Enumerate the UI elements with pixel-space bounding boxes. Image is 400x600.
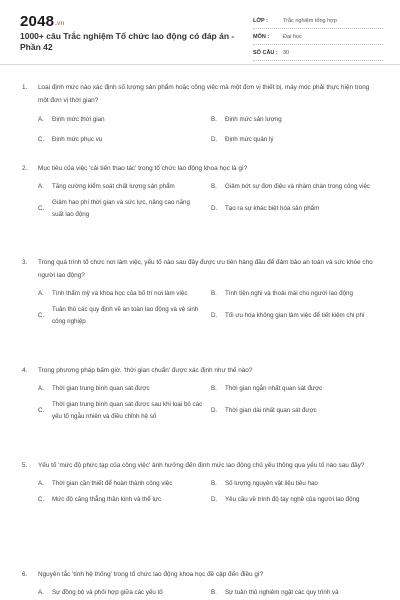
option-letter: B. [211, 183, 217, 190]
question-text: Nguyên tắc 'tính hệ thống' trong tổ chức lao động khoa học đề cập đến điều gì? [38, 571, 264, 578]
question-6 [22, 568, 378, 599]
question-row [22, 81, 378, 107]
option-letter: D. [211, 407, 218, 414]
question-number: 1. [22, 84, 28, 91]
option-c[interactable] [38, 304, 211, 328]
option-a[interactable] [38, 383, 211, 395]
option-c[interactable] [38, 197, 211, 221]
option-a[interactable] [38, 114, 211, 126]
option-letter: A. [38, 480, 44, 487]
option-a[interactable] [38, 288, 211, 300]
question-number: 3. [22, 259, 28, 266]
option-text: Thời gian ngắn nhất quan sát được [225, 385, 323, 392]
option-text: Sự đồng bộ và phối hợp giữa các yếu tố [52, 589, 163, 596]
options-grid [38, 587, 378, 599]
question-3 [22, 256, 378, 328]
option-letter: D. [211, 496, 218, 503]
meta-value: 30 [283, 49, 290, 56]
question-4 [22, 364, 378, 423]
option-b[interactable] [211, 587, 384, 599]
question-row [22, 459, 378, 472]
option-letter: C. [38, 312, 45, 319]
option-text: Sự tuân thủ nghiêm ngặt các quy trình và [225, 589, 339, 596]
logo-text[interactable]: 2048 [20, 13, 55, 30]
option-c[interactable] [38, 494, 211, 506]
option-letter: C. [38, 136, 45, 143]
option-letter: B. [211, 589, 217, 596]
question-text: Yếu tố 'mức độ phức tạp của công việc' ảnh hưởng đến định mức lao động chủ yếu thông qua yếu tố nào sau đây? [38, 462, 365, 469]
document-header [0, 0, 400, 65]
option-text: Định mức phục vụ [52, 136, 103, 143]
meta-value: Đại học [283, 33, 302, 40]
question-text: Loại định mức nào xác định số lượng sản phẩm hoặc công việc mà một đơn vị thiết bị, máy móc phải thực hiện trong một đơn vị thời gian? [38, 84, 370, 104]
options-grid [38, 181, 378, 221]
option-a[interactable] [38, 478, 211, 490]
option-letter: A. [38, 116, 44, 123]
question-text: Trong phương pháp bấm giờ, 'thời gian chuẩn' được xác định như thế nào? [38, 367, 253, 374]
question-number: 5. [22, 462, 28, 469]
option-text: Số lượng nguyên vật liệu tiêu hao [225, 480, 318, 487]
option-a[interactable] [38, 181, 211, 193]
meta-row-question-count [253, 45, 383, 61]
option-text: Tạo ra sự khác biệt hóa sản phẩm [225, 205, 320, 212]
option-letter: A. [38, 385, 44, 392]
site-logo[interactable] [20, 13, 64, 30]
options-grid [38, 288, 378, 328]
option-d[interactable] [211, 134, 384, 146]
option-text: Mức độ căng thẳng thần kinh và thể lực [52, 496, 162, 503]
option-text: Định mức quản lý [225, 136, 274, 143]
option-b[interactable] [211, 114, 384, 126]
option-text: Tính thẩm mỹ và khoa học của bố trí nơi làm việc [52, 290, 188, 297]
options-grid [38, 383, 378, 423]
option-d[interactable] [211, 399, 384, 423]
question-row [22, 364, 378, 377]
option-letter: B. [211, 480, 217, 487]
option-text: Tính tiện nghi và thoải mái cho người lao động [225, 290, 353, 297]
page-title: 1000+ câu Trắc nghiệm Tổ chức lao động có đáp án - Phần 42 [20, 31, 235, 52]
question-text: Trong quá trình tổ chức nơi làm việc, yếu tố nào sau đây được ưu tiên hàng đầu để đảm bảo an toàn và sức khỏe cho người lao động? [38, 259, 373, 279]
option-b[interactable] [211, 181, 384, 193]
meta-value: Trắc nghiệm tổng hợp [283, 17, 337, 24]
option-letter: C. [38, 407, 45, 414]
options-grid [38, 114, 378, 146]
option-b[interactable] [211, 383, 384, 395]
option-letter: C. [38, 496, 45, 503]
question-2 [22, 162, 378, 221]
option-d[interactable] [211, 197, 384, 221]
option-b[interactable] [211, 288, 384, 300]
question-text: Mục tiêu của việc 'cải tiến thao tác' trong tổ chức lao động khoa học là gì? [38, 165, 248, 172]
meta-row-class [253, 13, 383, 29]
question-number: 4. [22, 367, 28, 374]
option-text: Định mức thời gian [52, 116, 105, 123]
option-letter: A. [38, 290, 44, 297]
options-grid [38, 478, 378, 506]
option-text: Yêu cầu về trình độ tay nghề của người lao động [225, 496, 360, 503]
option-letter: D. [211, 136, 218, 143]
option-text: Định mức sản lượng [225, 116, 282, 123]
question-1 [22, 81, 378, 146]
option-b[interactable] [211, 478, 384, 490]
option-text: Giảm bớt sự đơn điệu và nhàm chán trong công việc [225, 183, 371, 190]
question-number: 2. [22, 165, 28, 172]
option-text: Giảm hao phí thời gian và sức lực, nâng cao năng suất lao động [52, 199, 190, 218]
option-c[interactable] [38, 134, 211, 146]
option-letter: D. [211, 205, 218, 212]
option-letter: B. [211, 385, 217, 392]
logo-suffix: .vn [55, 21, 65, 27]
document-meta [253, 13, 383, 61]
option-letter: C. [38, 205, 45, 212]
question-5 [22, 459, 378, 506]
option-letter: B. [211, 116, 217, 123]
meta-label: SỐ CÂU : [253, 49, 278, 56]
option-c[interactable] [38, 399, 211, 423]
option-text: Thời gian dài nhất quan sát được [225, 407, 317, 414]
option-text: Thời gian trung bình quan sát được sau khi loại bỏ các yếu tố ngẫu nhiên và điều chỉnh hệ số [52, 401, 203, 420]
option-letter: B. [211, 290, 217, 297]
meta-label: LỚP : [253, 17, 268, 24]
question-row [22, 568, 378, 581]
option-d[interactable] [211, 304, 384, 328]
question-number: 6. [22, 571, 28, 578]
option-text: Thời gian trung bình quan sát được [52, 385, 150, 392]
option-text: Thời gian cần thiết để hoàn thành công việc [52, 480, 173, 487]
question-row [22, 162, 378, 175]
option-text: Tuân thủ các quy định về an toàn lao động và vệ sinh công nghiệp [52, 306, 199, 325]
option-letter: A. [38, 183, 44, 190]
option-d[interactable] [211, 494, 384, 506]
meta-row-subject [253, 29, 383, 45]
option-a[interactable] [38, 587, 211, 599]
option-text: Tối ưu hóa không gian làm việc để tiết kiệm chi phí [225, 312, 365, 319]
meta-label: MÔN : [253, 33, 270, 40]
option-text: Tăng cường kiểm soát chất lượng sản phẩm [52, 183, 175, 190]
option-letter: D. [211, 312, 218, 319]
question-row [22, 256, 378, 282]
option-letter: A. [38, 589, 44, 596]
